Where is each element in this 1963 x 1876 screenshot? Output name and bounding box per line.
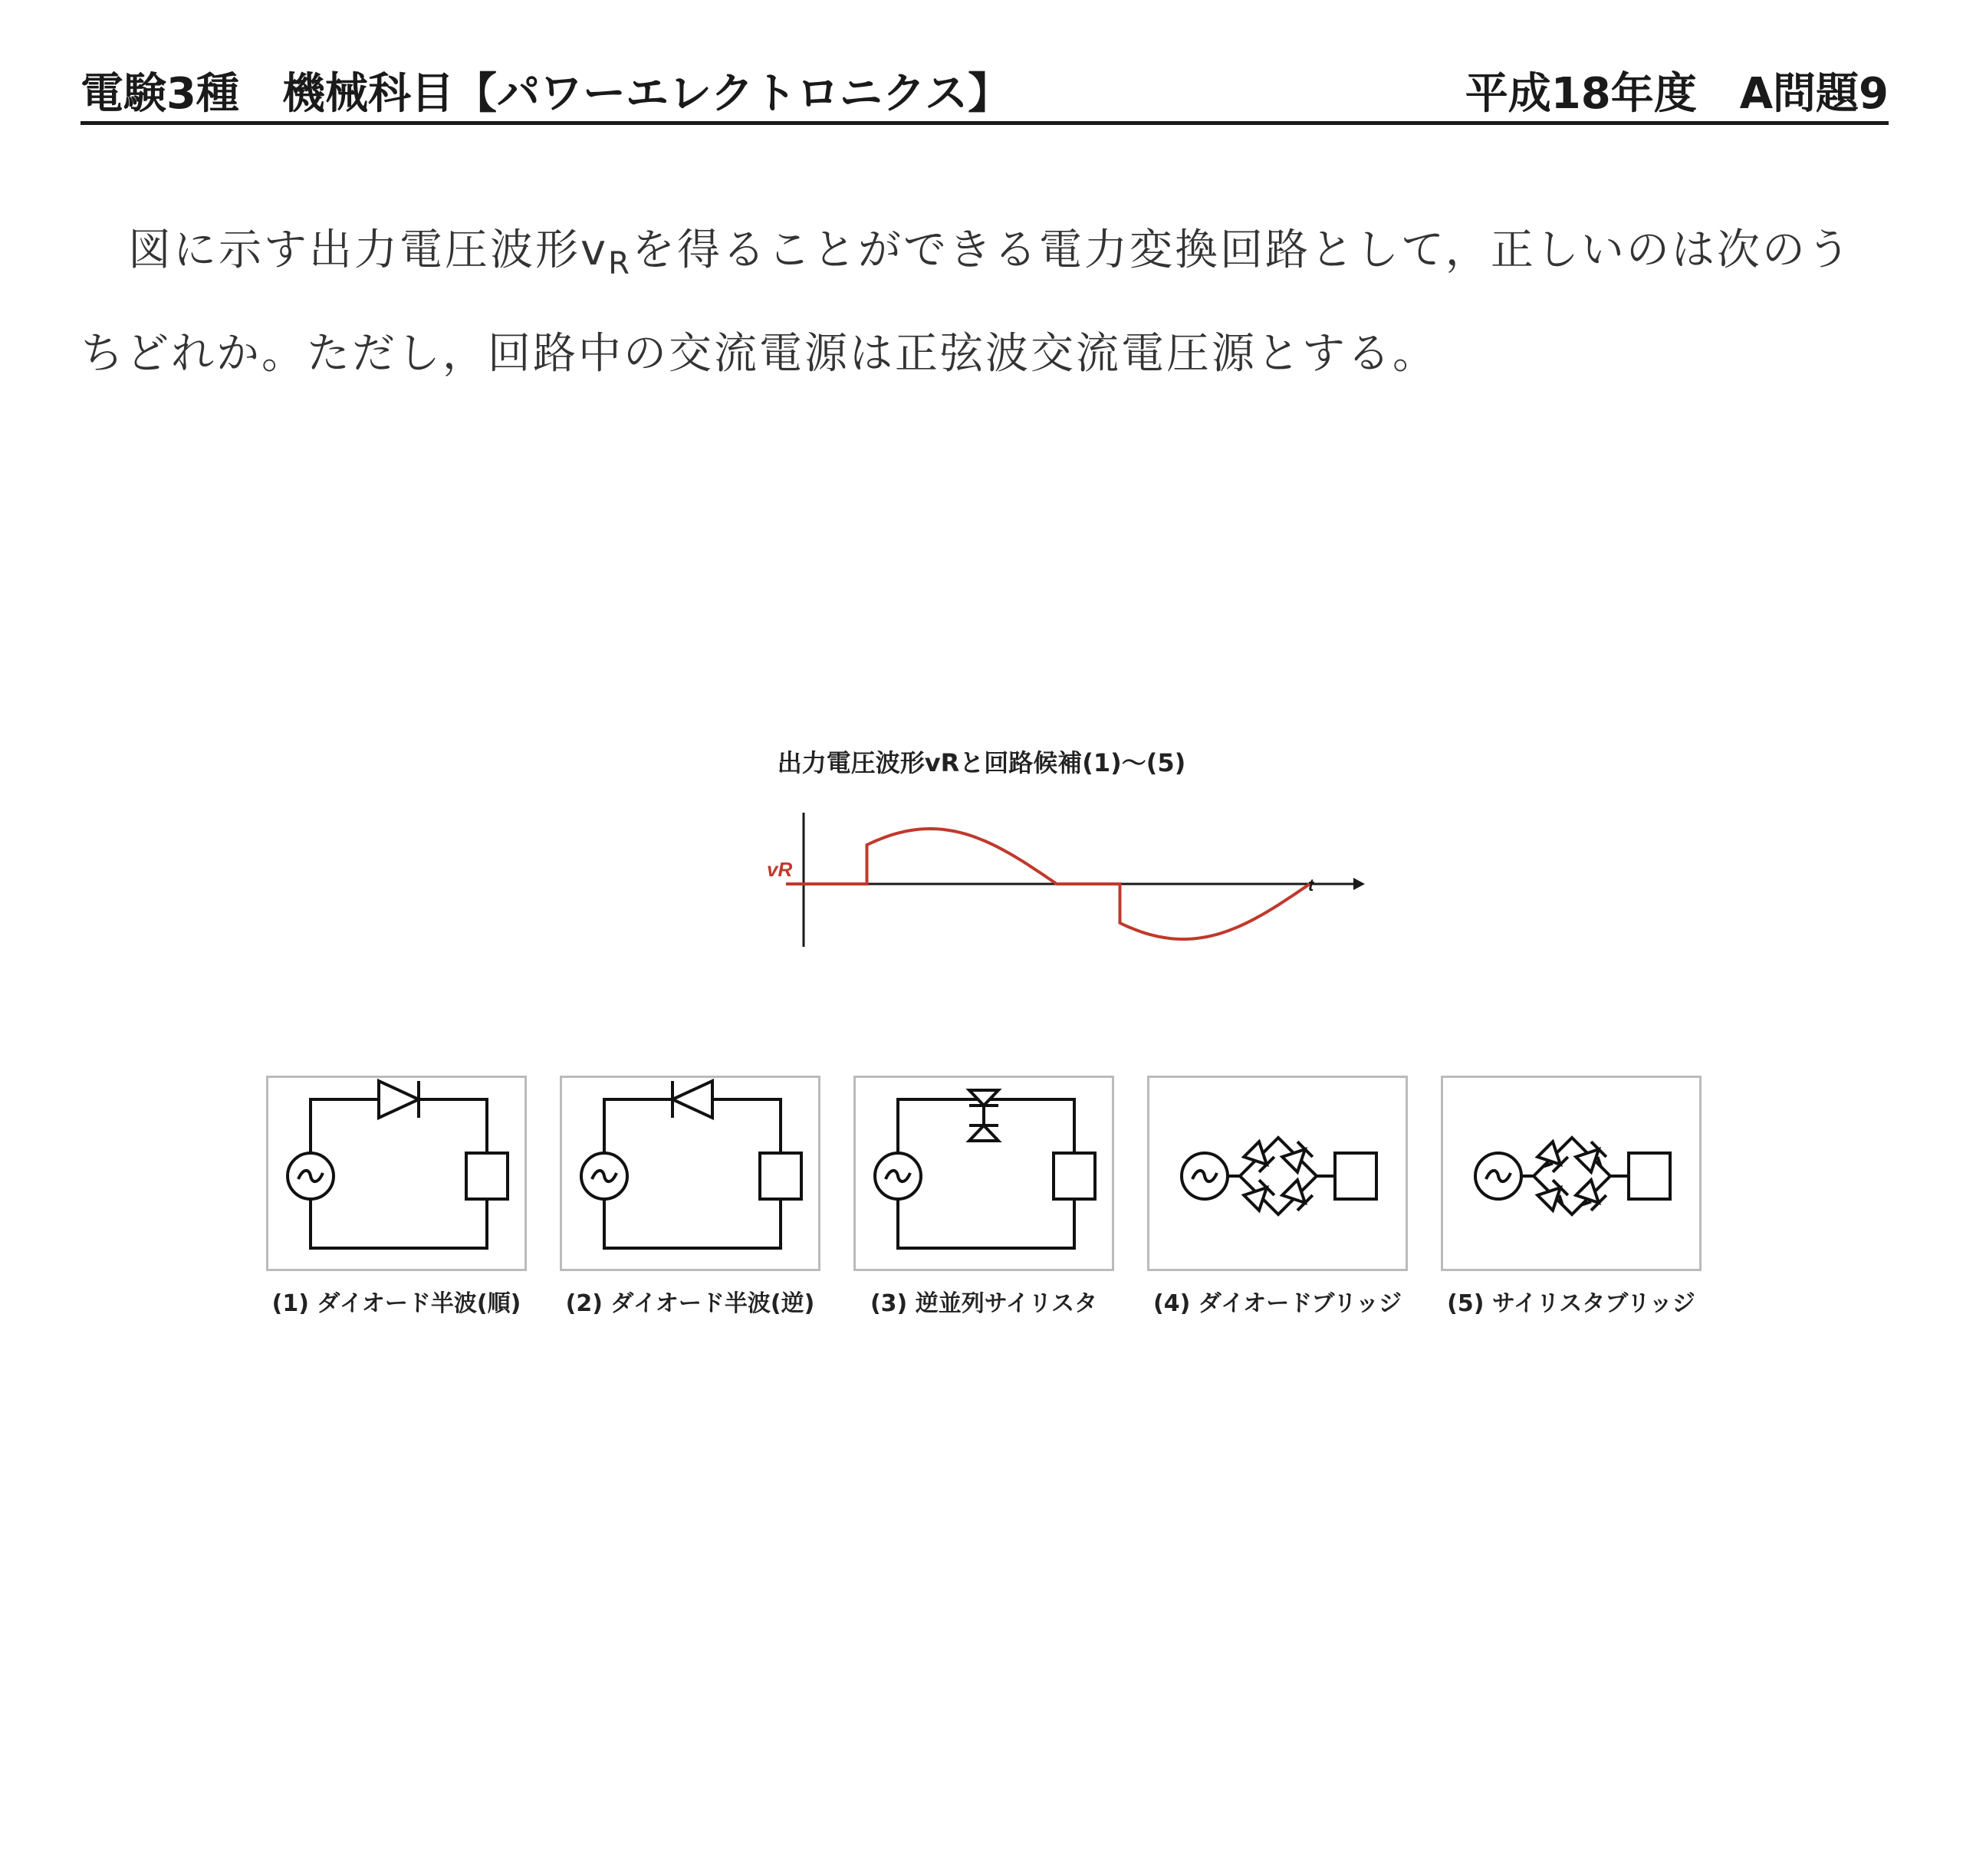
output-waveform (751, 805, 1380, 958)
question-text (81, 205, 1889, 399)
thyristor-reverse-icon (969, 1125, 998, 1141)
load-resistor-icon (1629, 1153, 1670, 1199)
sine-symbol (1486, 1171, 1511, 1181)
load-resistor-icon (1335, 1153, 1376, 1199)
question-subscript: R (608, 246, 632, 281)
load-resistor-icon (466, 1153, 508, 1199)
sine-symbol (298, 1171, 323, 1181)
wire-bottom (604, 1199, 781, 1248)
wire-top-left (898, 1099, 969, 1153)
circuit-panel-4[interactable] (1147, 1076, 1408, 1271)
load-resistor-icon (1054, 1153, 1095, 1199)
thyristor-triangle (969, 1125, 998, 1141)
figure-title: 出力電圧波形vRと回路候補(1)〜(5) (777, 748, 1186, 777)
load-resistor-icon (760, 1153, 801, 1199)
exam-subject-title: 電験3種 機械科目【パワーエレクトロニクス】 (81, 69, 1011, 119)
circuit-panel-1[interactable] (266, 1076, 527, 1271)
wire-top-left (311, 1099, 379, 1153)
circuit-panel-2[interactable] (560, 1076, 820, 1271)
circuit-panel-3[interactable] (853, 1076, 1114, 1271)
sine-symbol (886, 1171, 910, 1181)
time-axis-arrow (1353, 878, 1365, 890)
diode-icon (379, 1081, 419, 1118)
vr-label: vR (767, 858, 793, 881)
t-label: t (1308, 876, 1314, 895)
circuit-caption-1: (1) ダイオード半波(順) (271, 1290, 521, 1317)
wire-bottom (898, 1199, 1074, 1248)
question-part2: を得ることができる電力変換回路として，正しいのは次のうちどれか。ただし，回路中の交流電源は正弦波交流電圧源とする。 (81, 225, 1853, 379)
circuit-caption-3: (3) 逆並列サイリスタ (870, 1290, 1098, 1317)
exam-year-question: 平成18年度 A問題9 (1465, 69, 1889, 119)
wire-top-left (604, 1099, 672, 1153)
wire-top-right (998, 1099, 1074, 1153)
sine-symbol (592, 1171, 617, 1181)
circuit-panel-5[interactable] (1441, 1076, 1702, 1271)
circuit-caption-4: (4) ダイオードブリッジ (1153, 1290, 1402, 1317)
wire-top-right (419, 1099, 487, 1153)
page-header (81, 60, 1889, 125)
circuit-caption-5: (5) サイリスタブリッジ (1447, 1290, 1695, 1317)
sine-symbol (1192, 1171, 1217, 1181)
circuit-caption-2: (2) ダイオード半波(逆) (565, 1290, 815, 1317)
wire-top-right (712, 1099, 781, 1153)
wire-bottom (311, 1199, 487, 1248)
question-part1: 図に示す出力電圧波形v (128, 225, 609, 275)
diode-icon (672, 1081, 712, 1118)
